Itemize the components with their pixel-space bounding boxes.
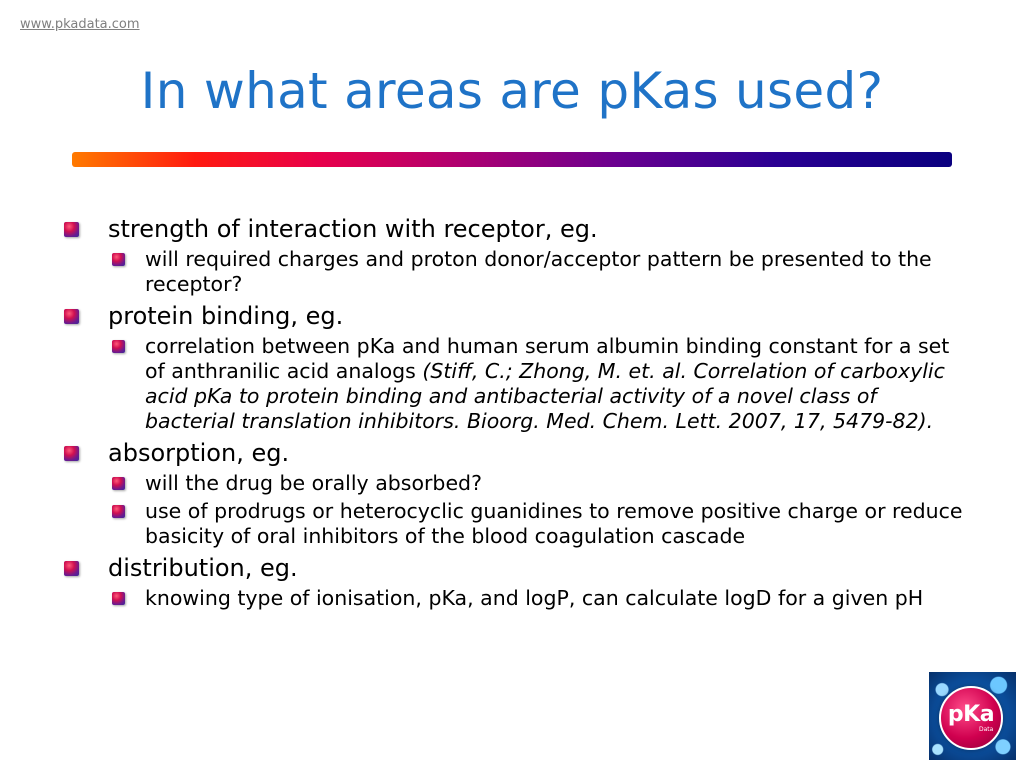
pka-data-logo (929, 672, 1016, 760)
sub-bullet-logd (60, 586, 970, 611)
square-bullet-icon (112, 253, 125, 266)
bullet-absorption (60, 439, 970, 468)
square-bullet-icon (112, 592, 125, 605)
bullet-text: protein binding, eg. (108, 302, 344, 330)
bullet-distribution (60, 554, 970, 583)
citation-text: (Stiff, C.; Zhong, M. et. al. Correlation of carboxylic acid pKa to protein binding and antibacterial activity of a novel class of bacterial translation inhibitors. Bioorg. Med. Chem. Lett. 2007, 17, 5479-82). (145, 359, 945, 433)
title-gradient-rule (72, 152, 952, 167)
slide-title: In what areas are pKas used? (140, 62, 884, 120)
sub-bullet-text: will required charges and proton donor/acceptor pattern be presented to the receptor? (145, 247, 932, 296)
bullet-list (60, 210, 970, 611)
square-bullet-icon (64, 446, 79, 461)
sub-bullet-prodrugs (60, 499, 970, 549)
sub-bullet-charges-pattern (60, 247, 970, 297)
square-bullet-icon (112, 340, 125, 353)
bullet-text: strength of interaction with receptor, eg. (108, 215, 598, 243)
sub-bullet-albumin-correlation (60, 334, 970, 434)
bullet-text: distribution, eg. (108, 554, 298, 582)
square-bullet-icon (64, 561, 79, 576)
logo-subtext: Data (979, 726, 994, 733)
bullet-text: absorption, eg. (108, 439, 290, 467)
square-bullet-icon (64, 309, 79, 324)
sub-bullet-text: use of prodrugs or heterocyclic guanidines to remove positive charge or reduce basicity of oral inhibitors of the blood coagulation cascade (145, 499, 963, 548)
square-bullet-icon (112, 505, 125, 518)
sub-bullet-text: correlation between pKa and human serum albumin binding constant for a set of anthranilic acid analogs (145, 334, 950, 383)
site-link[interactable]: www.pkadata.com (20, 17, 140, 32)
bullet-receptor-interaction (60, 215, 970, 244)
bullet-protein-binding (60, 302, 970, 331)
sub-bullet-text: knowing type of ionisation, pKa, and logP, can calculate logD for a given pH (145, 586, 924, 610)
logo-disc (939, 686, 1003, 750)
sub-bullet-text: will the drug be orally absorbed? (145, 471, 482, 495)
sub-bullet-oral-absorption (60, 471, 970, 496)
square-bullet-icon (112, 477, 125, 490)
square-bullet-icon (64, 222, 79, 237)
logo-text: pKa (947, 702, 995, 727)
